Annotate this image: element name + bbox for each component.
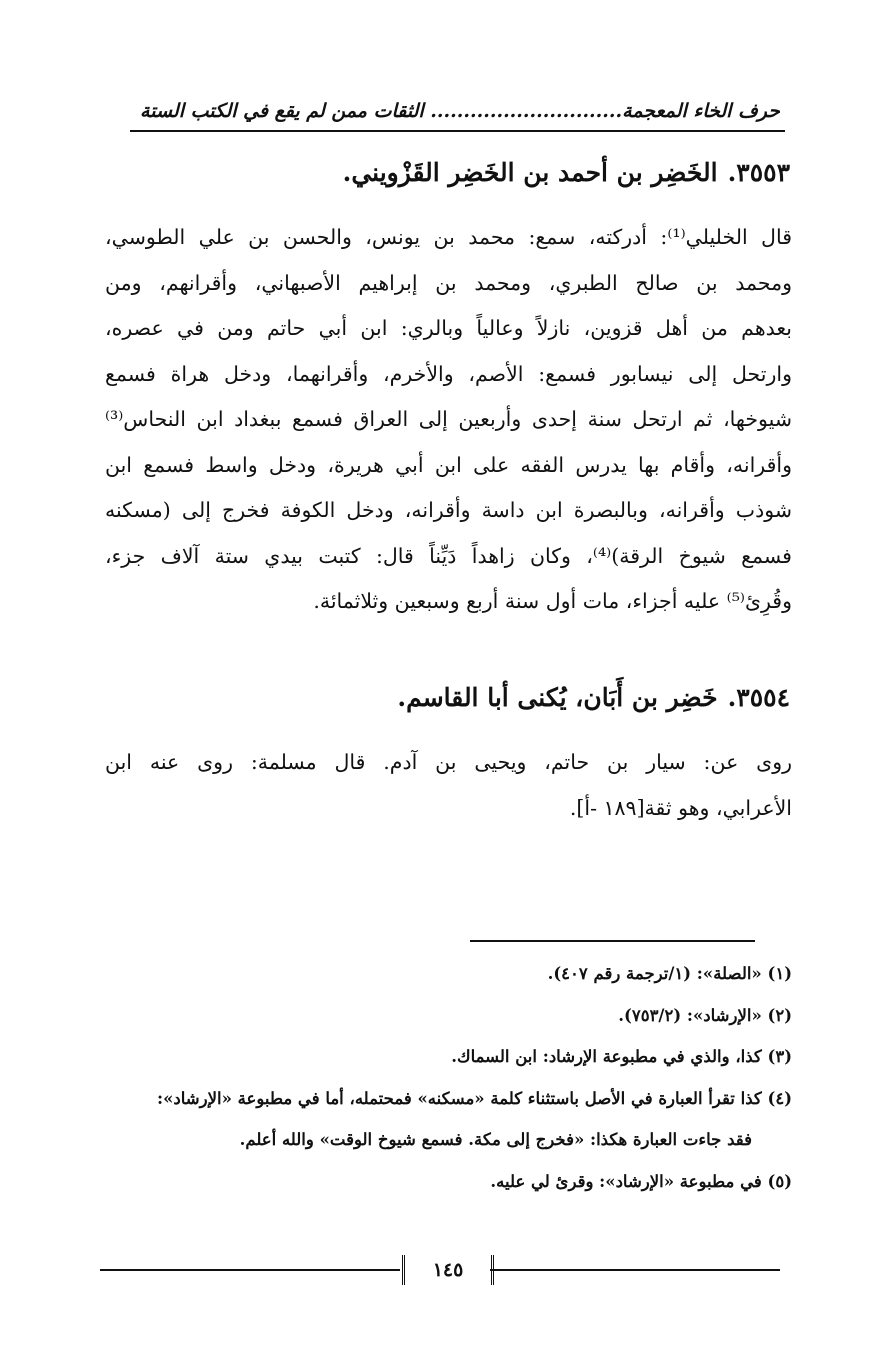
footnote-4: (٤) كذا تقرأ العبارة في الأصل باستثناء كلمة «مسكنه» فمحتمله، أما في مطبوعة «الإرشاد»: xyxy=(157,1088,792,1108)
header-rule xyxy=(130,130,785,132)
entry-body-3553 xyxy=(105,215,792,625)
entry-name: خَضِر بن أَبَان، يُكنى أبا القاسم. xyxy=(397,683,718,712)
entry-title-3553 xyxy=(120,158,790,187)
body-line: وقُرِئ⁽⁵⁾ عليه أجزاء، مات أول سنة أربع وسبعين وثلاثمائة. xyxy=(313,589,792,613)
footer-rule-left xyxy=(100,1269,400,1271)
running-header: حرف الخاء المعجمة............................. الثقات ممن لم يقع في الكتب الستة xyxy=(140,100,780,122)
body-line: شوذب وأقرانه، وبالبصرة ابن داسة وأقرانه، ودخل الكوفة فخرج إلى (مسكنه xyxy=(105,498,792,522)
footnotes xyxy=(80,953,792,1202)
entry-name: الخَضِر بن أحمد بن الخَضِر القَزْويني. xyxy=(342,158,718,187)
page-number: ١٤٥ xyxy=(402,1255,494,1285)
footnote-1: (١) «الصلة»: (١/ترجمة رقم ٤٠٧). xyxy=(547,964,792,983)
footnote-2: (٢) «الإرشاد»: (٧٥٣/٢). xyxy=(618,1005,792,1025)
footnote-3: (٣) كذا، والذي في مطبوعة الإرشاد: ابن السماك. xyxy=(451,1047,792,1066)
entry-number: ٣٥٥٣. xyxy=(727,158,790,187)
footnote-4-continuation: فقد جاءت العبارة هكذا: «فخرج إلى مكة. فسمع شيوخ الوقت» والله أعلم. xyxy=(239,1130,752,1149)
page-number-bar xyxy=(100,1255,780,1295)
entry-title-3554 xyxy=(120,683,790,712)
footnote-separator xyxy=(470,940,755,942)
body-line: ومحمد بن صالح الطبري، ومحمد بن إبراهيم الأصبهاني، وأقرانهم، ومن xyxy=(105,270,792,295)
entry-number: ٣٥٥٤. xyxy=(727,683,790,712)
body-line: بعدهم من أهل قزوين، نازلاً وعالياً وبالري: ابن أبي حاتم ومن في عصره، xyxy=(105,316,792,340)
body-line: الأعرابي، وهو ثقة[١٨٩ -أ]. xyxy=(569,795,792,820)
body-line: وأقرانه، وأقام بها يدرس الفقه على ابن أبي هريرة، ودخل واسط فسمع ابن xyxy=(105,452,792,477)
body-line: شيوخها، ثم ارتحل سنة إحدى وأربعين إلى العراق فسمع ببغداد ابن النحاس⁽³⁾ xyxy=(105,407,792,431)
body-line: وارتحل إلى نيسابور فسمع: الأصم، والأخرم، وأقرانهما، ودخل هراة فسمع xyxy=(105,361,792,386)
entry-body-3554 xyxy=(105,740,792,831)
body-line: قال الخليلي⁽¹⁾: أدركته، سمع: محمد بن يونس، والحسن بن علي الطوسي، xyxy=(105,225,792,249)
body-line: روى عن: سيار بن حاتم، ويحيى بن آدم. قال مسلمة: روى عنه ابن xyxy=(105,750,792,774)
body-line: فسمع شيوخ الرقة)⁽⁴⁾، وكان زاهداً دَيِّناً قال: كتبت بيدي ستة آلاف جزء، xyxy=(105,543,792,568)
footnote-5: (٥) في مطبوعة «الإرشاد»: وقرئ لي عليه. xyxy=(490,1171,792,1191)
footer-rule-right xyxy=(490,1269,780,1271)
